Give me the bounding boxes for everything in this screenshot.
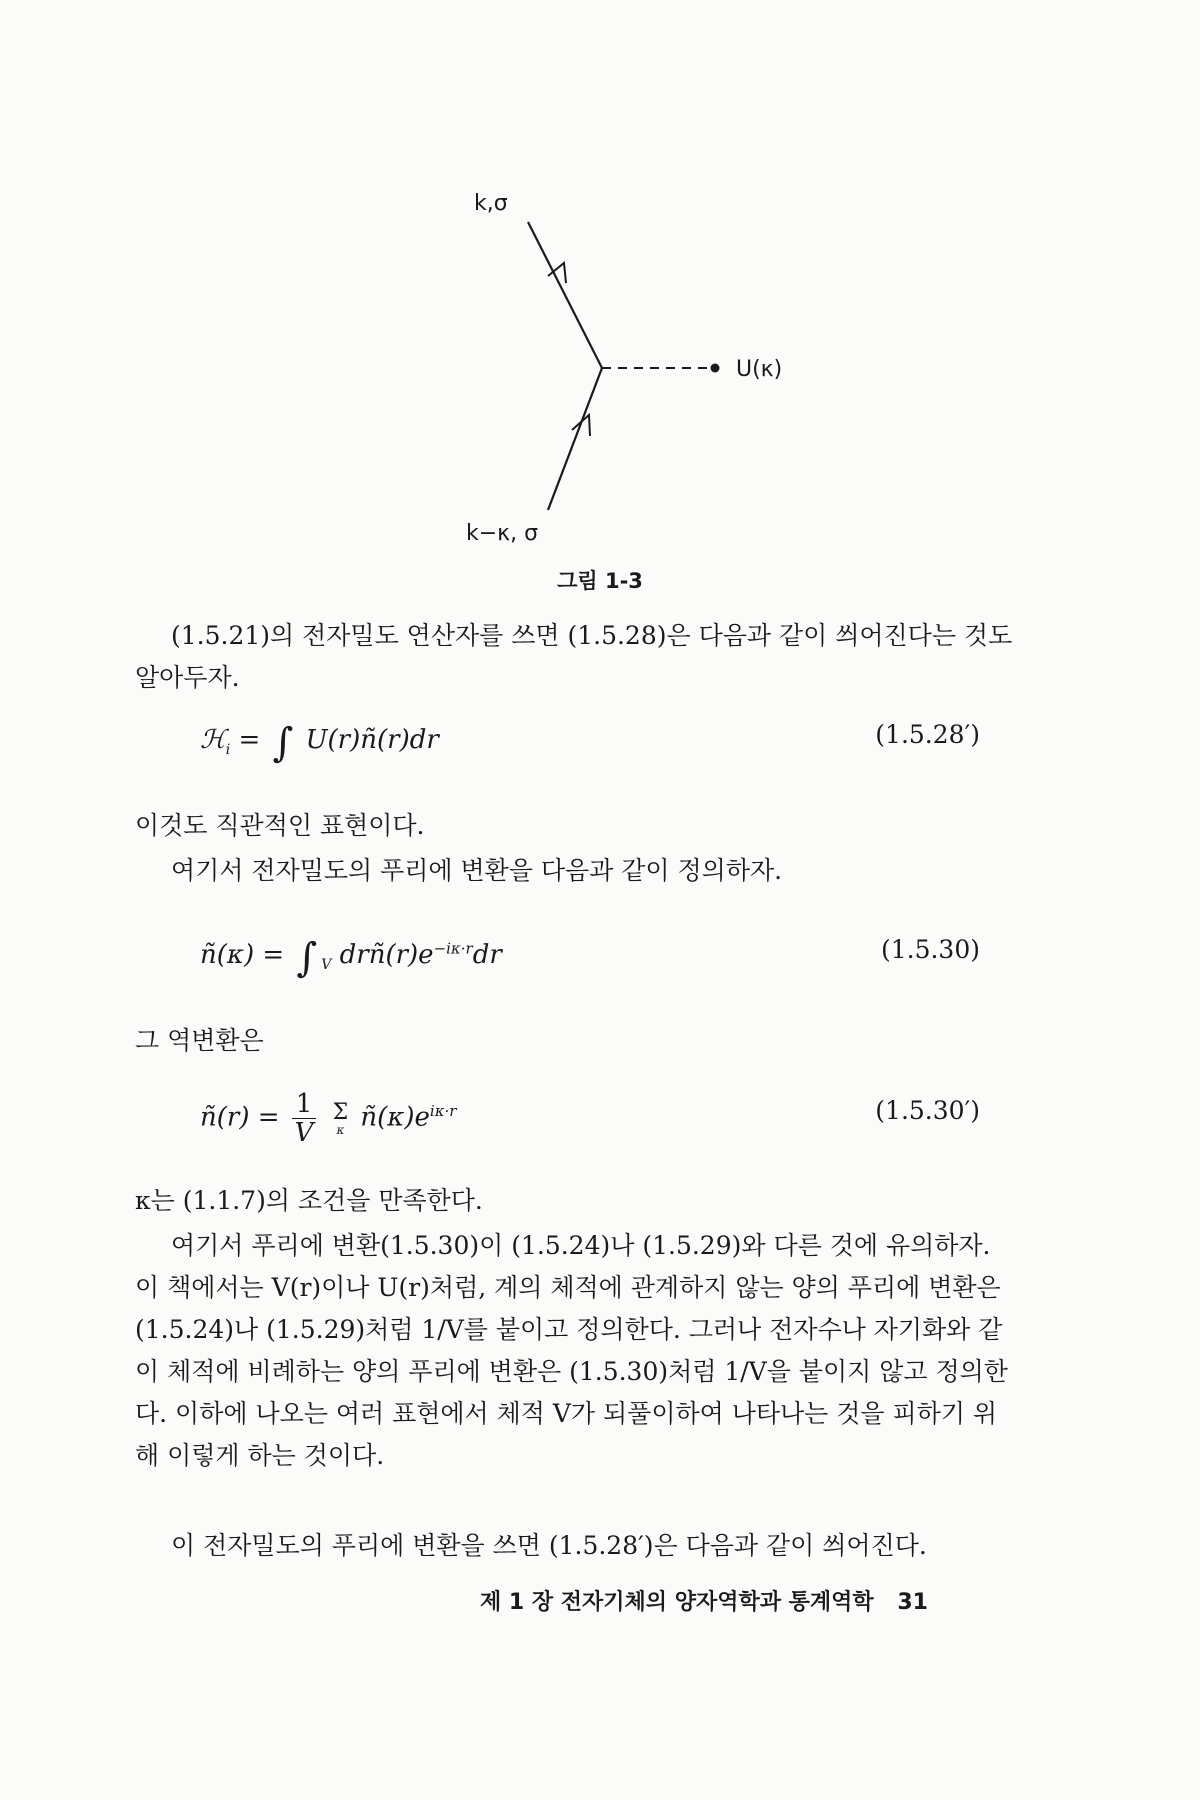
integrand: U(r)ñ(r)dr xyxy=(305,725,439,755)
hamiltonian-symbol: ℋ xyxy=(200,725,226,755)
incoming-electron-line xyxy=(548,368,602,510)
summand: ñ(κ)e xyxy=(360,1102,430,1133)
paragraph-intro: (1.5.21)의 전자밀도 연산자를 쓰면 (1.5.28)은 다음과 같이 씌어진다는 것도 알아두자. xyxy=(135,621,1013,692)
fraction-denominator: V xyxy=(294,1118,314,1148)
paragraph-fourier-convention: 여기서 푸리에 변환(1.5.30)이 (1.5.24)나 (1.5.29)와 다른 것에 유의하자. 이 책에서는 V(r)이나 U(r)처럼, 계의 체적에 관계하지 않는 양의 푸리에 변환은 (1.5.24)나 (1.5.29)처럼 1/V를 붙이고 정의한다. 그러나 전자수나 자기화와 같이 체적에 비례하는 양의 푸리에 변환은 (1.5.30)처럼 1/V을 붙이지 않고 정의한다. 이하에 나오는 여러 표현에서 체적 V가 되풀이하여 나타나는 것을 피하기 위해 이렇게 하는 것이다. xyxy=(135,1231,1008,1470)
equation-lhs xyxy=(200,935,502,981)
hamiltonian-subscript: i xyxy=(225,742,231,759)
integrand-tail: dr xyxy=(472,940,502,970)
integrand: drñ(r)e xyxy=(339,940,434,970)
inverse-lhs: ñ(r) = xyxy=(200,1102,280,1133)
feynman-diagram xyxy=(466,180,820,560)
paragraph-rewrite: 이 전자밀도의 푸리에 변환을 쓰면 (1.5.28′)은 다음과 같이 씌어진다. xyxy=(171,1531,927,1560)
sigma-icon: Σ xyxy=(332,1099,349,1125)
outgoing-electron-line xyxy=(528,222,602,368)
page-footer xyxy=(480,1585,1040,1616)
fraction xyxy=(292,1090,317,1147)
fraction-numerator: 1 xyxy=(292,1090,317,1119)
exponent: iκ·r xyxy=(429,1101,457,1120)
integral-icon: ∫ xyxy=(296,935,318,981)
paragraph-define-fourier: 여기서 전자밀도의 푸리에 변환을 다음과 같이 정의하자. xyxy=(171,856,783,885)
chapter-title: 제 1 장 전자기체의 양자역학과 통계역학 xyxy=(480,1590,874,1615)
equation-lhs: ℋ$_i$ = ∫ U(r)ñ(r)dr xyxy=(200,720,439,766)
paragraph-kappa-condition: κ는 (1.1.7)의 조건을 만족한다. xyxy=(135,1186,483,1215)
page-number: 31 xyxy=(897,1590,928,1615)
summation-index: κ xyxy=(336,1122,345,1137)
paragraph-intuitive: 이것도 직관적인 표현이다. xyxy=(135,811,425,840)
equation-number: (1.5.30′) xyxy=(875,1096,980,1125)
label-outgoing-state: k,σ xyxy=(474,191,508,216)
paragraph-inverse: 그 역변환은 xyxy=(135,1026,264,1055)
equation-1-5-30-prime xyxy=(200,1090,980,1160)
equation-number: (1.5.30) xyxy=(880,935,980,964)
figure-caption: 그림 1-3 xyxy=(557,569,643,593)
fourier-lhs: ñ(κ) = xyxy=(200,940,285,970)
potential-vertex-dot xyxy=(711,364,720,373)
integral-icon: ∫ xyxy=(272,720,294,766)
label-potential: U(κ) xyxy=(736,357,783,382)
integral-domain: V xyxy=(321,957,332,974)
equation-number: (1.5.28′) xyxy=(875,720,980,749)
equation-lhs xyxy=(200,1090,456,1147)
equation-1-5-28-prime xyxy=(200,720,980,770)
summation xyxy=(332,1099,349,1137)
exponent: −iκ·r xyxy=(433,939,473,958)
equation-1-5-30 xyxy=(200,935,980,985)
feynman-diagram-svg xyxy=(466,180,820,560)
label-incoming-state: k−κ, σ xyxy=(466,521,539,546)
